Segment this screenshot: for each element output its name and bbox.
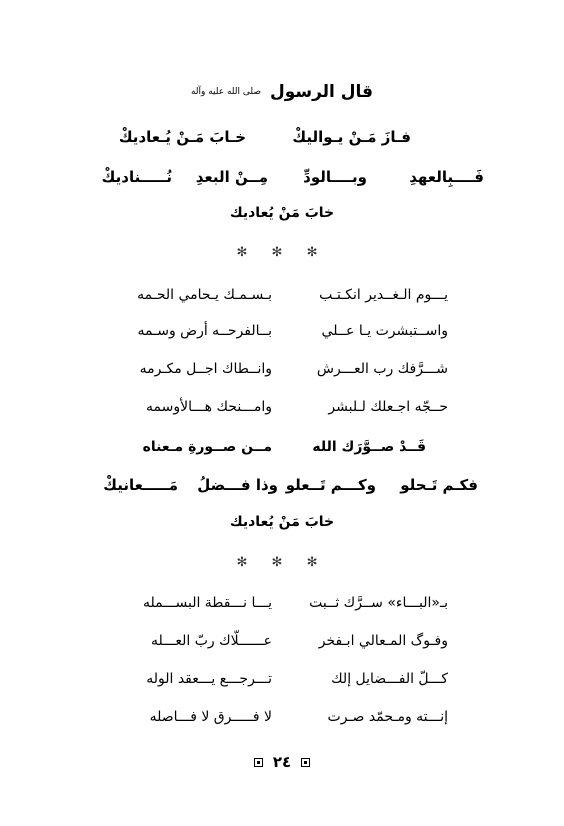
verse-right-hemistich: إنـــته ومـحمّد صـرت (327, 709, 448, 725)
verse-right-hemistich: بـ«البـــاء» ســرَّك ثــبت (309, 595, 448, 611)
verse-left-hemistich: وانــطاك اجــل مكـرمه (139, 361, 272, 377)
verse-segment: وكـــم تَــعلو (285, 476, 376, 494)
page-number-ornament-icon (301, 758, 310, 767)
honorific-mark: صلى الله عليه وآله (190, 87, 262, 97)
verse-segment: نُـــــناديكْ (101, 168, 172, 186)
verse-line (0, 590, 564, 616)
verse-left-hemistich: بــالفرحــه أرض وسـمه (137, 323, 272, 339)
verse-segment: وذا فـــضلُ (197, 476, 278, 494)
verse-line (0, 434, 564, 460)
page-number-ornament-icon (254, 758, 263, 767)
verse-segment: فَــــبِالعهدِ (409, 168, 484, 186)
page-number-text: ٢٤ (272, 753, 292, 771)
verse-segment: فكـم تَـحلو (400, 476, 478, 494)
verse-left-hemistich: لا فـــــرق لا فـــاصله (149, 709, 272, 725)
refrain-line: خابَ مَنْ يُعاديك (229, 205, 335, 221)
verse-right-hemistich: وفـوگ المـعالي ابـفخر (318, 633, 448, 649)
verse-right-hemistich: كـــلّ الفـــضايل إلك (331, 671, 448, 687)
verse-segment: مِــنْ البعدِ (195, 168, 268, 186)
verse-line (0, 472, 564, 498)
verse-line (0, 282, 564, 308)
verse-line (0, 394, 564, 420)
refrain-line: خابَ مَنْ يُعاديك (229, 514, 335, 530)
page-number (0, 752, 564, 772)
verse-left-hemistich: تـــرجـــع يـــعقد الوله (146, 671, 272, 687)
verse-left-hemistich: يـــا نـــقطة البســـمله (142, 595, 272, 611)
verse-right-hemistich: فـازَ مَـنْ يـواليكْ (292, 128, 411, 146)
verse-right-hemistich: حــجّه اجـعلك لـلبشر (328, 399, 448, 415)
verse-left-hemistich: بـسـمـك يـحامي الحـمه (137, 287, 272, 303)
verse-line (0, 318, 564, 344)
verse-line (0, 124, 564, 150)
verse-right-hemistich: يـــوم الـغــدير انكـتـب (319, 287, 448, 303)
verse-right-hemistich: شـــرَّفك رب العـــرش (316, 361, 448, 377)
verse-line (0, 356, 564, 382)
verse-segment: وبــــالودِّ (303, 168, 367, 186)
verse-line (0, 164, 564, 190)
verse-left-hemistich: وامـــنحك هـــالأوسمه (146, 399, 272, 415)
section-separator: ✻ ✻ ✻ (236, 245, 328, 260)
verse-line (0, 628, 564, 654)
verse-line (0, 666, 564, 692)
verse-segment: مَـــــعانيكْ (103, 476, 178, 494)
verse-line (0, 704, 564, 730)
title-text: قال الرسول (269, 82, 374, 102)
verse-left-hemistich: عــــــلّاك ربّ العـــله (150, 633, 272, 649)
verse-right-hemistich: واســتبشرت يـا عــلي (321, 323, 448, 339)
verse-left-hemistich: مــن صــورةِ مـعناه (142, 439, 272, 455)
verse-right-hemistich: قَــدْ صــوَّرَك الله (312, 439, 426, 455)
page-title (0, 80, 564, 104)
section-separator: ✻ ✻ ✻ (236, 555, 328, 570)
verse-left-hemistich: خـابَ مَـنْ يُـعاديكْ (118, 128, 246, 146)
